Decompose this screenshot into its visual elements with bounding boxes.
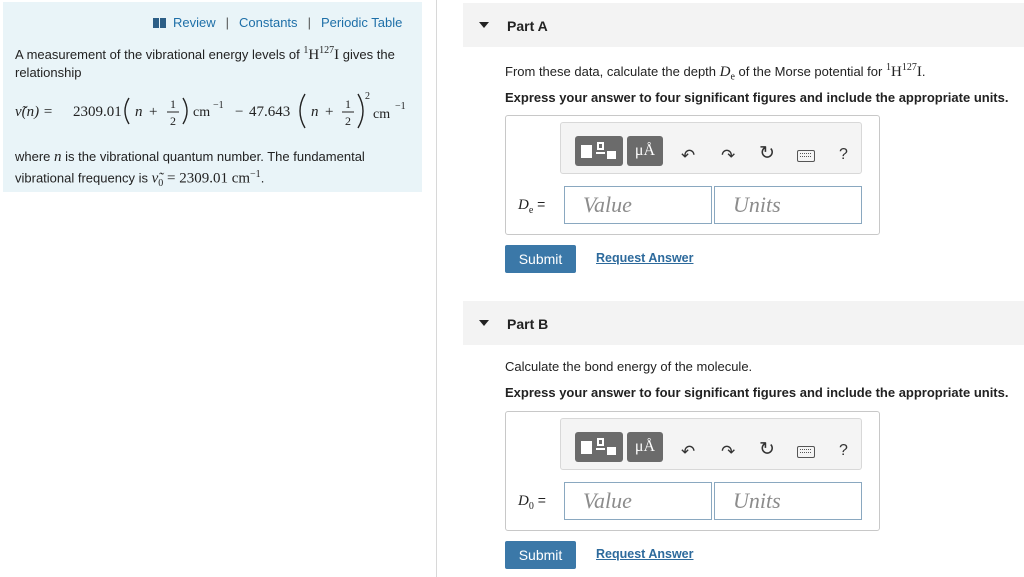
templates-icon[interactable] — [575, 136, 623, 166]
isotope-mass-i: 127 — [901, 62, 917, 73]
units-icon[interactable]: μÅ — [627, 432, 663, 462]
math-toolbar — [560, 122, 862, 174]
intro-text-start: A measurement of the vibrational energy levels of — [15, 47, 304, 62]
paren-left-1 — [125, 98, 129, 124]
formula-den2: 2 — [345, 114, 351, 128]
reset-icon[interactable]: ↻ — [759, 143, 775, 164]
where-text-2: is the vibrational quantum number. The fundamental vibrational frequency is — [15, 149, 365, 186]
part-a-answer-box — [505, 115, 880, 235]
part-b-question: Calculate the bond energy of the molecule. — [505, 359, 753, 374]
units-input[interactable]: Units — [714, 186, 862, 224]
periodic-table-link[interactable]: Periodic Table — [320, 15, 403, 30]
de-label-subscript: e — [528, 204, 534, 216]
energy-formula — [15, 88, 420, 134]
element-h: H — [890, 64, 902, 80]
collapse-caret-icon[interactable] — [479, 320, 489, 326]
intro-text-end: gives the relationship — [15, 47, 395, 80]
value-input[interactable]: Value — [564, 482, 712, 520]
molecule-formula — [886, 64, 922, 80]
part-a-question-mid: of the Morse potential for — [734, 64, 886, 79]
value-input[interactable]: Value — [564, 186, 712, 224]
intro-text — [15, 42, 415, 81]
part-a-header[interactable] — [463, 3, 1024, 47]
undo-icon[interactable]: ↶ — [681, 146, 696, 165]
panel-divider — [436, 0, 437, 577]
de-label-equals: = — [533, 196, 546, 212]
formula-plus2: + — [325, 104, 334, 120]
paren-right-2 — [358, 94, 363, 128]
constants-link[interactable]: Constants — [239, 15, 298, 30]
formula-coef1: 2309.01 — [73, 104, 122, 120]
keyboard-icon[interactable] — [797, 150, 815, 162]
molecule-formula — [303, 47, 339, 63]
part-b-title: Part B — [507, 316, 549, 332]
collapse-caret-icon[interactable] — [479, 22, 489, 28]
formula-unit2-exp: −1 — [395, 101, 406, 112]
formula-unit2: cm — [373, 107, 391, 122]
part-b-instruction: Express your answer to four significant figures and include the appropriate units. — [505, 385, 1009, 400]
where-text-end: . — [260, 170, 265, 186]
de-symbol: D — [719, 64, 731, 80]
formula-den1: 2 — [170, 114, 176, 128]
help-icon[interactable]: ? — [839, 146, 848, 163]
part-a-question — [505, 62, 925, 83]
part-a-submit-button[interactable]: Submit — [505, 245, 576, 273]
part-b-request-answer-link[interactable]: Request Answer — [596, 547, 694, 561]
review-book-icon — [153, 18, 166, 28]
part-a-question-end: . — [921, 64, 926, 79]
where-n: n — [54, 149, 62, 165]
part-b-header[interactable] — [463, 301, 1024, 345]
part-b-submit-button[interactable]: Submit — [505, 541, 576, 569]
help-icon[interactable]: ? — [839, 442, 848, 459]
undo-icon[interactable]: ↶ — [681, 442, 696, 461]
element-i: I — [916, 64, 922, 80]
units-icon[interactable]: μÅ — [627, 136, 663, 166]
isotope-mass-h: 1 — [885, 62, 891, 73]
de-label-symbol: D — [518, 197, 529, 213]
formula-plus1: + — [149, 104, 158, 120]
link-separator: | — [225, 15, 230, 30]
de-subscript: e — [730, 71, 735, 83]
templates-icon[interactable] — [575, 432, 623, 462]
de-label — [518, 196, 545, 216]
link-separator: | — [307, 15, 311, 30]
formula-unit1: cm — [193, 105, 211, 120]
formula-n2: n — [311, 104, 319, 120]
formula-lhs: ν̃(n) = — [15, 104, 54, 120]
math-toolbar — [560, 418, 862, 470]
part-a-question-start: From these data, calculate the depth — [505, 64, 720, 79]
nu0-symbol: ν̃ — [151, 170, 159, 187]
part-a-request-answer-link[interactable]: Request Answer — [596, 251, 694, 265]
part-b-answer-box — [505, 411, 880, 531]
nu0-value: = 2309.01 cm — [163, 170, 251, 187]
part-a-instruction: Express your answer to four significant figures and include the appropriate units. — [505, 90, 1009, 105]
keyboard-icon[interactable] — [797, 446, 815, 458]
formula-coef2: 47.643 — [249, 104, 291, 120]
formula-square-exp: 2 — [365, 91, 370, 102]
units-input[interactable]: Units — [714, 482, 862, 520]
element-h: H — [308, 47, 320, 63]
where-text — [15, 148, 415, 192]
formula-minus: − — [235, 104, 244, 120]
d0-label-equals: = — [533, 492, 546, 508]
d0-label-subscript: 0 — [528, 500, 534, 512]
d0-label-symbol: D — [518, 493, 529, 509]
isotope-mass-h: 1 — [303, 45, 309, 56]
reset-icon[interactable]: ↻ — [759, 439, 775, 460]
nu0-unit-exp: −1 — [250, 169, 261, 180]
nu0-subscript: 0 — [158, 177, 164, 189]
info-panel — [3, 2, 422, 192]
isotope-mass-i: 127 — [319, 45, 335, 56]
formula-num1: 1 — [170, 97, 176, 111]
formula-n1: n — [135, 104, 143, 120]
formula-unit1-exp: −1 — [213, 100, 224, 111]
redo-icon[interactable]: ↷ — [721, 146, 736, 165]
where-text-1: where — [15, 149, 55, 164]
resource-links — [153, 15, 402, 30]
d0-label — [518, 492, 546, 512]
paren-right-1 — [183, 98, 187, 124]
formula-num2: 1 — [345, 97, 351, 111]
element-i: I — [334, 47, 340, 63]
redo-icon[interactable]: ↷ — [721, 442, 736, 461]
part-a-title: Part A — [507, 18, 548, 34]
review-link[interactable]: Review — [173, 15, 216, 30]
paren-left-2 — [300, 94, 305, 128]
